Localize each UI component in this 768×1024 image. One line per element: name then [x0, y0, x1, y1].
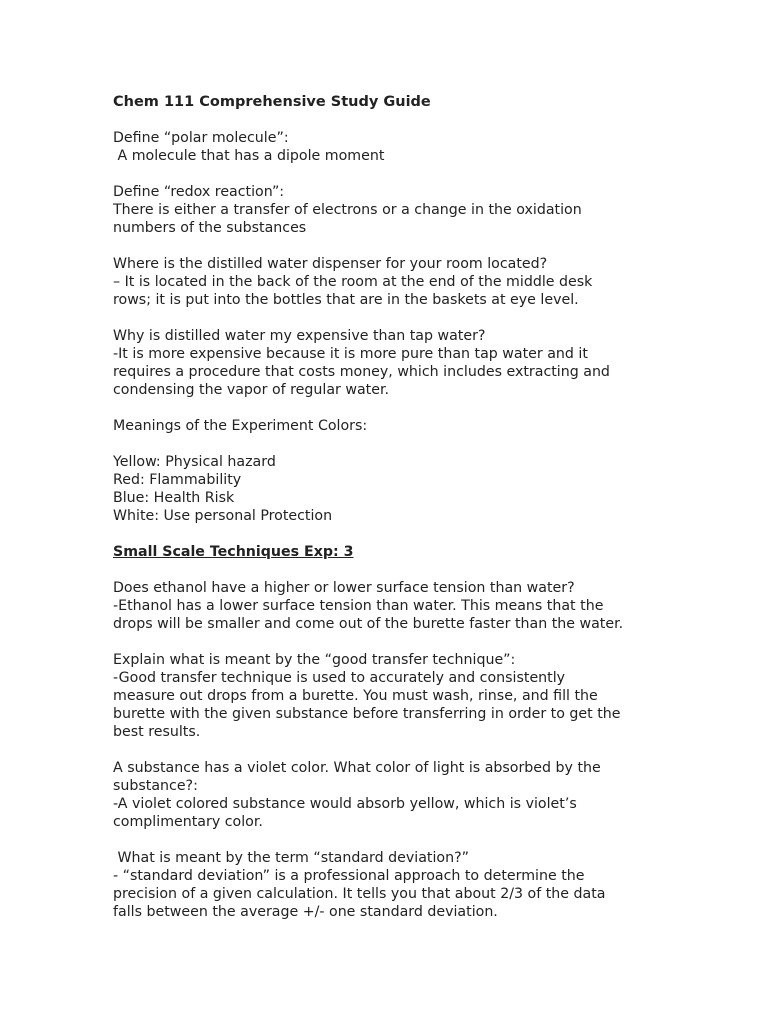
answer-expensive-line-3: condensing the vapor of regular water. [113, 382, 389, 398]
question-transfer: Explain what is meant by the “good transfer technique”: [113, 652, 516, 668]
answer-expensive-line-2: requires a procedure that costs money, which includes extracting and [113, 364, 610, 380]
colors-heading: Meanings of the Experiment Colors: [113, 418, 368, 434]
question-redox: Define “redox reaction”: [113, 184, 285, 200]
answer-dispenser-line-1: – It is located in the back of the room at the end of the middle desk [113, 274, 593, 290]
question-stddev: What is meant by the term “standard deviation?” [113, 850, 469, 866]
answer-transfer-line-1: -Good transfer technique is used to accurately and consistently [113, 670, 566, 686]
answer-transfer-line-3: burette with the given substance before transferring in order to get the [113, 706, 621, 722]
answer-ethanol-line-1: -Ethanol has a lower surface tension than water. This means that the [113, 598, 604, 614]
answer-transfer-line-2: measure out drops from a burette. You must wash, rinse, and fill the [113, 688, 598, 704]
answer-stddev-line-1: - “standard deviation” is a professional approach to determine the [113, 868, 585, 884]
answer-expensive-line-1: -It is more expensive because it is more pure than tap water and it [113, 346, 588, 362]
answer-redox-line-1: There is either a transfer of electrons or a change in the oxidation [113, 202, 582, 218]
section-heading: Small Scale Techniques Exp: 3 [113, 544, 354, 560]
answer-violet-line-2: complimentary color. [113, 814, 263, 830]
answer-dispenser-line-2: rows; it is put into the bottles that are in the baskets at eye level. [113, 292, 579, 308]
color-white: White: Use personal Protection [113, 508, 333, 524]
document-title: Chem 111 Comprehensive Study Guide [113, 94, 431, 110]
color-blue: Blue: Health Risk [113, 490, 235, 506]
answer-polar-molecule: A molecule that has a dipole moment [113, 148, 385, 164]
color-red: Red: Flammability [113, 472, 242, 488]
question-ethanol: Does ethanol have a higher or lower surface tension than water? [113, 580, 575, 596]
color-yellow: Yellow: Physical hazard [113, 454, 276, 470]
question-dispenser: Where is the distilled water dispenser for your room located? [113, 256, 548, 272]
answer-stddev-line-3: falls between the average +/- one standard deviation. [113, 904, 498, 920]
answer-redox-line-2: numbers of the substances [113, 220, 307, 236]
answer-ethanol-line-2: drops will be smaller and come out of the burette faster than the water. [113, 616, 624, 632]
answer-stddev-line-2: precision of a given calculation. It tells you that about 2/3 of the data [113, 886, 606, 902]
answer-violet-line-1: -A violet colored substance would absorb yellow, which is violet’s [113, 796, 577, 812]
question-violet-line-2: substance?: [113, 778, 198, 794]
question-polar-molecule: Define “polar molecule”: [113, 130, 289, 146]
question-violet-line-1: A substance has a violet color. What color of light is absorbed by the [113, 760, 601, 776]
document-page [113, 93, 673, 921]
question-expensive: Why is distilled water my expensive than tap water? [113, 328, 486, 344]
answer-transfer-line-4: best results. [113, 724, 201, 740]
